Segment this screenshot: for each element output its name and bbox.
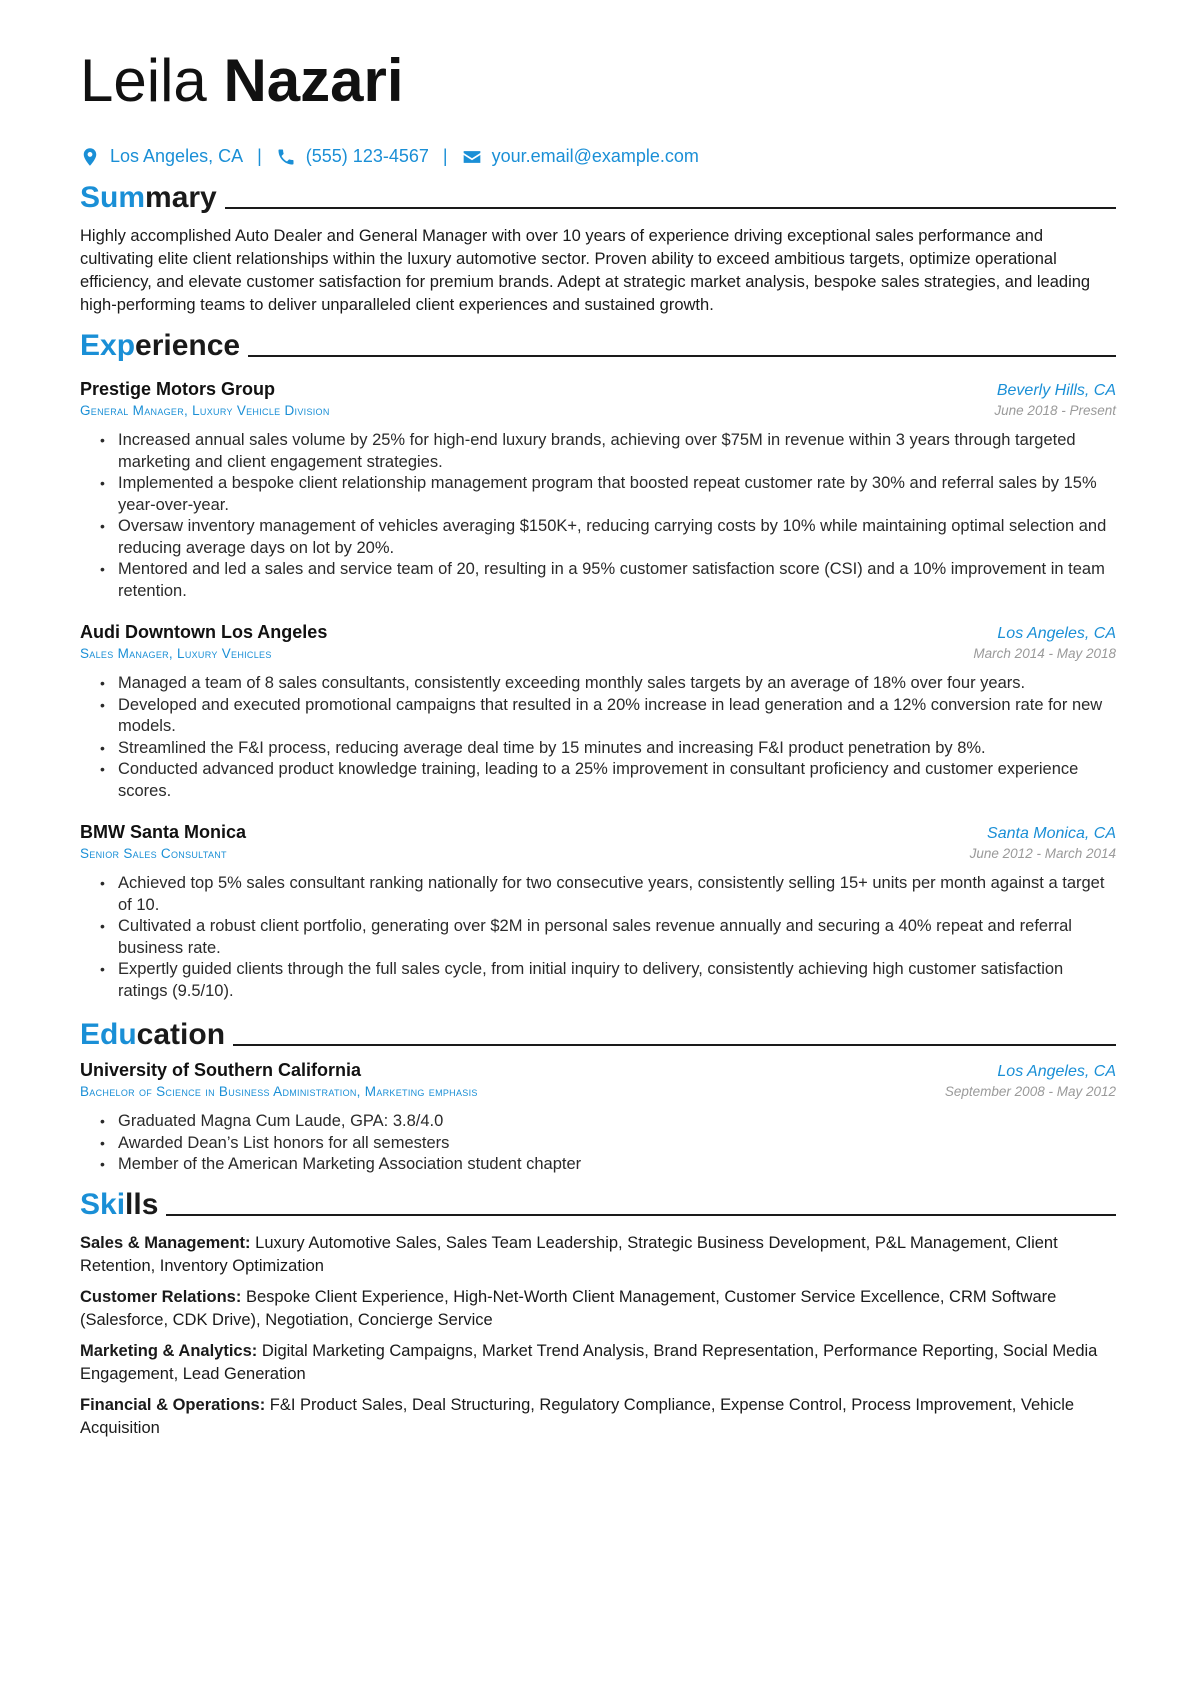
skill-row xyxy=(80,1340,1116,1386)
job-role: Sales Manager, Luxury Vehicles xyxy=(80,646,272,661)
list-item: • Expertly guided clients through the full sales cycle, from initial inquiry to delivery, consistently achieving high customer satisfaction ratings (9.5/10). xyxy=(118,959,1116,1002)
contact-bar xyxy=(80,146,1116,167)
job-location: Los Angeles, CA xyxy=(997,625,1116,642)
company-name: Prestige Motors Group xyxy=(80,379,276,399)
list-item: • Managed a team of 8 sales consultants, consistently exceeding monthly sales targets by an average of 18% over four years. xyxy=(118,673,1116,695)
contact-separator: | xyxy=(257,146,262,166)
job-bullets xyxy=(80,430,1116,602)
list-item: • Streamlined the F&I process, reducing average deal time by 15 minutes and increasing F&I product penetration by 8%. xyxy=(118,738,1116,760)
skill-items: Digital Marketing Campaigns, Market Trend Analysis, Brand Representation, Performance Reporting, Social Media Engagement, Lead Generation xyxy=(80,1341,1098,1383)
job-location: Beverly Hills, CA xyxy=(996,382,1116,399)
job-entry xyxy=(80,822,1116,1002)
list-item: • Member of the American Marketing Association student chapter xyxy=(118,1154,1116,1176)
skill-items: F&I Product Sales, Deal Structuring, Regulatory Compliance, Expense Control, Process Improvement, Vehicle Acquisition xyxy=(80,1395,1075,1437)
heading-rule xyxy=(225,207,1116,209)
education-bullets xyxy=(80,1111,1116,1176)
skill-category: Financial & Operations: xyxy=(80,1395,266,1414)
list-item: • Developed and executed promotional campaigns that resulted in a 20% increase in lead generation and a 12% conversion rate for new models. xyxy=(118,695,1116,738)
skill-items: Bespoke Client Experience, High-Net-Worth Client Management, Customer Service Excellence, CRM Software (Salesforce, CDK Drive), Negotiation, Concierge Service xyxy=(80,1287,1057,1329)
education-entry xyxy=(80,1060,1116,1176)
list-item: • Cultivated a robust client portfolio, generating over $2M in personal sales revenue annually and securing a 40% repeat and referral business rate. xyxy=(118,916,1116,959)
phone-icon xyxy=(276,147,296,167)
list-item: • Oversaw inventory management of vehicles averaging $150K+, reducing carrying costs by 10% while maintaining optimal selection and reducing average days on lot by 20%. xyxy=(118,516,1116,559)
skill-category: Customer Relations: xyxy=(80,1287,242,1306)
job-bullets xyxy=(80,873,1116,1002)
school-location: Los Angeles, CA xyxy=(997,1063,1116,1080)
education-dates: September 2008 - May 2012 xyxy=(944,1084,1116,1099)
contact-separator: | xyxy=(442,146,448,166)
job-role: Senior Sales Consultant xyxy=(80,846,227,861)
list-item: • Mentored and led a sales and service team of 20, resulting in a 95% customer satisfaction score (CSI) and a 10% improvement in team retention. xyxy=(118,559,1116,602)
company-name: BMW Santa Monica xyxy=(80,822,247,842)
education-heading: Education xyxy=(80,1018,1116,1052)
job-role: General Manager, Luxury Vehicle Division xyxy=(80,403,330,418)
list-item: • Conducted advanced product knowledge training, leading to a 25% improvement in consultant proficiency and customer experience scores. xyxy=(118,759,1116,802)
phone-text: (555) 123-4567 xyxy=(305,146,429,166)
job-location: Santa Monica, CA xyxy=(987,825,1116,842)
skills-list xyxy=(80,1232,1116,1440)
last-name: Nazari xyxy=(223,47,404,114)
experience-heading: Experience xyxy=(80,329,1116,363)
skill-category: Marketing & Analytics: xyxy=(80,1341,258,1360)
job-entry xyxy=(80,622,1116,802)
first-name: Leila xyxy=(80,47,207,114)
heading-rule xyxy=(166,1214,1116,1216)
list-item: • Awarded Dean’s List honors for all semesters xyxy=(118,1133,1116,1155)
contact-phone xyxy=(276,146,429,167)
job-bullets xyxy=(80,673,1116,802)
list-item: • Increased annual sales volume by 25% for high-end luxury brands, achieving over $75M in revenue within 3 years through targeted marketing and client engagement strategies. xyxy=(118,430,1116,473)
skill-row xyxy=(80,1232,1116,1278)
job-dates: March 2014 - May 2018 xyxy=(973,646,1116,661)
summary-text: Highly accomplished Auto Dealer and General Manager with over 10 years of experience driving exceptional sales performance and cultivating elite client relationships within the luxury automotive sector. Proven ability to exceed ambitious targets, optimize operational efficiency, and elevate customer satisfaction for premium brands. Adept at strategic market analysis, bespoke sales strategies, and leading high-performing teams to deliver unparalleled client experiences and sustained growth. xyxy=(80,227,1091,314)
company-name: Audi Downtown Los Angeles xyxy=(80,622,328,642)
job-dates: June 2012 - March 2014 xyxy=(969,846,1116,861)
skills-heading: Skills xyxy=(80,1188,1116,1222)
list-item: • Achieved top 5% sales consultant ranking nationally for two consecutive years, consistently selling 15+ units per month against a target of 10. xyxy=(118,873,1116,916)
list-item: • Implemented a bespoke client relationship management program that boosted repeat customer rate by 30% and referral sales by 15% year-over-year. xyxy=(118,473,1116,516)
email-link[interactable]: your.email@example.com xyxy=(491,146,699,166)
skill-category: Sales & Management: xyxy=(80,1233,251,1252)
school-name: University of Southern California xyxy=(80,1060,362,1080)
experience-list xyxy=(80,379,1116,1002)
summary-heading: Summary xyxy=(80,181,1116,215)
heading-rule xyxy=(248,355,1116,357)
candidate-name xyxy=(80,46,1116,116)
contact-email[interactable] xyxy=(462,146,699,167)
heading-rule xyxy=(233,1044,1116,1046)
skill-items: Luxury Automotive Sales, Sales Team Leadership, Strategic Business Development, P&L Management, Client Retention, Inventory Optimization xyxy=(80,1233,1058,1275)
job-dates: June 2018 - Present xyxy=(994,403,1116,418)
skill-row xyxy=(80,1394,1116,1440)
map-pin-icon xyxy=(80,147,100,167)
degree: Bachelor of Science in Business Administration, Marketing emphasis xyxy=(80,1084,478,1099)
skill-row xyxy=(80,1286,1116,1332)
list-item: • Graduated Magna Cum Laude, GPA: 3.8/4.0 xyxy=(118,1111,1116,1133)
job-entry xyxy=(80,379,1116,602)
contact-location xyxy=(80,146,243,167)
location-text: Los Angeles, CA xyxy=(110,146,244,166)
envelope-icon xyxy=(462,147,482,167)
